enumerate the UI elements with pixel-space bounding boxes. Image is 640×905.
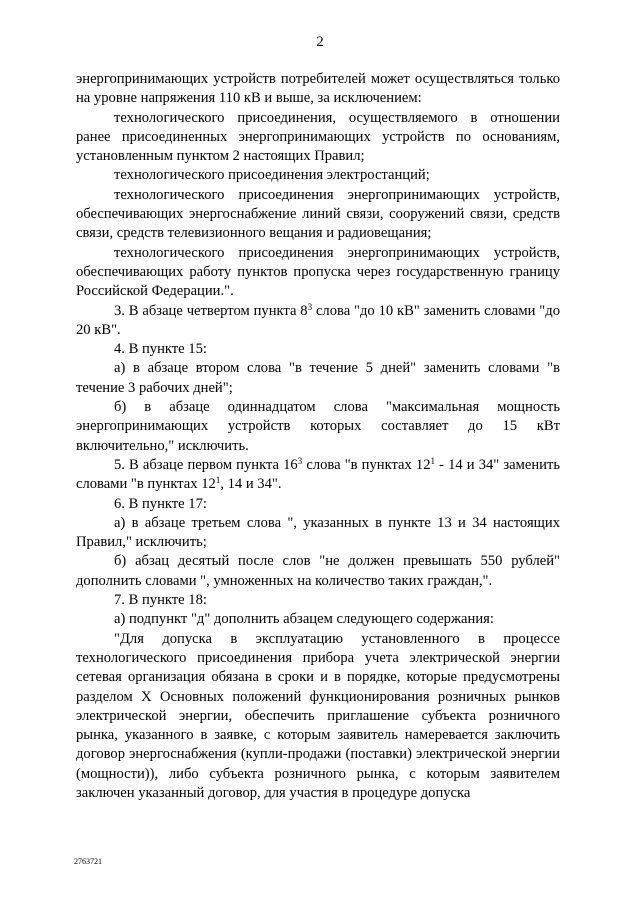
paragraph: а) в абзаце втором слова "в течение 5 дней" заменить словами "в течение 3 рабочих дней"; (76, 360, 560, 396)
superscript: 1 (215, 475, 221, 486)
superscript: 3 (307, 301, 313, 312)
paragraph: 6. В пункте 17: (114, 495, 207, 512)
paragraph-text: 3. В абзаце четвертом пункта 8 (114, 302, 308, 319)
paragraph: технологического присоединения, осуществляемого в отношении ранее присоединенных энергопринимающих устройств по основаниям, установленным пунктом 2 настоящих Правил; (76, 109, 560, 165)
paragraph: б) в абзаце одиннадцатом слова "максимальная мощность энергопринимающих устройств которых составляет до 15 кВт включительно," исключить. (76, 399, 560, 454)
paragraph: б) абзац десятый после слов "не должен превышать 550 рублей" дополнить словами ", умноженных на количество таких граждан,". (76, 553, 560, 589)
page-number: 2 (316, 34, 324, 50)
paragraph-text: слова "в пунктах 12 (302, 456, 431, 473)
superscript: 1 (430, 455, 435, 466)
paragraph: 7. В пункте 18: (114, 592, 207, 609)
paragraph: технологического присоединения энергопринимающих устройств, обеспечивающих работу пунктов пропуска через государственную границу Российской Федерации.". (76, 244, 560, 300)
paragraph: технологического присоединения электростанций; (114, 167, 430, 184)
paragraph (76, 456, 560, 495)
paragraph: а) в абзаце третьем слова ", указанных в пункте 13 и 34 настоящих Правил," исключить; (76, 514, 560, 551)
paragraph: технологического присоединения энергопринимающих устройств, обеспечивающих энергоснабжение линий связи, сооружений связи, средств связи, средств телевизионного вещания и радиовещания; (76, 186, 560, 242)
paragraph: "Для допуска в эксплуатацию установленного в процессе технологического присоединения прибора учета электрической энергии сетевая организация обязана в сроки и в порядке, которые предусмотрены разделом X Основных положений функционирования розничных рынков электрической энергии, обеспечить приглашение субъекта розничного рынка, указанного в заявке, с которым заявитель намеревается заключить договор энергоснабжения (купли-продажи (поставки) электрической энергии (мощности)), либо субъекта розничного рынка, с которым заявителем заключен указанный договор, для участия в процедуре допуска (76, 630, 560, 801)
paragraph-text: - 14 и 34" заменить словами "в пунктах 12 (76, 456, 560, 493)
paragraph-text: слова "до 10 кВ" заменить словами "до 20 кВ". (76, 302, 560, 338)
paragraph-text: , 14 и 34". (220, 476, 282, 493)
superscript: 3 (297, 455, 303, 466)
paragraph: а) подпункт "д" дополнить абзацем следующего содержания: (114, 611, 494, 628)
document-code: 2763721 (74, 857, 102, 866)
paragraph: 4. В пункте 15: (114, 341, 207, 358)
paragraph: энергопринимающих устройств потребителей может осуществляться только на уровне напряжения 110 кВ и выше, за исключением: (76, 71, 560, 107)
paragraph-text: 5. В абзаце первом пункта 16 (114, 456, 298, 473)
paragraph (76, 302, 560, 341)
document-body (76, 70, 560, 803)
